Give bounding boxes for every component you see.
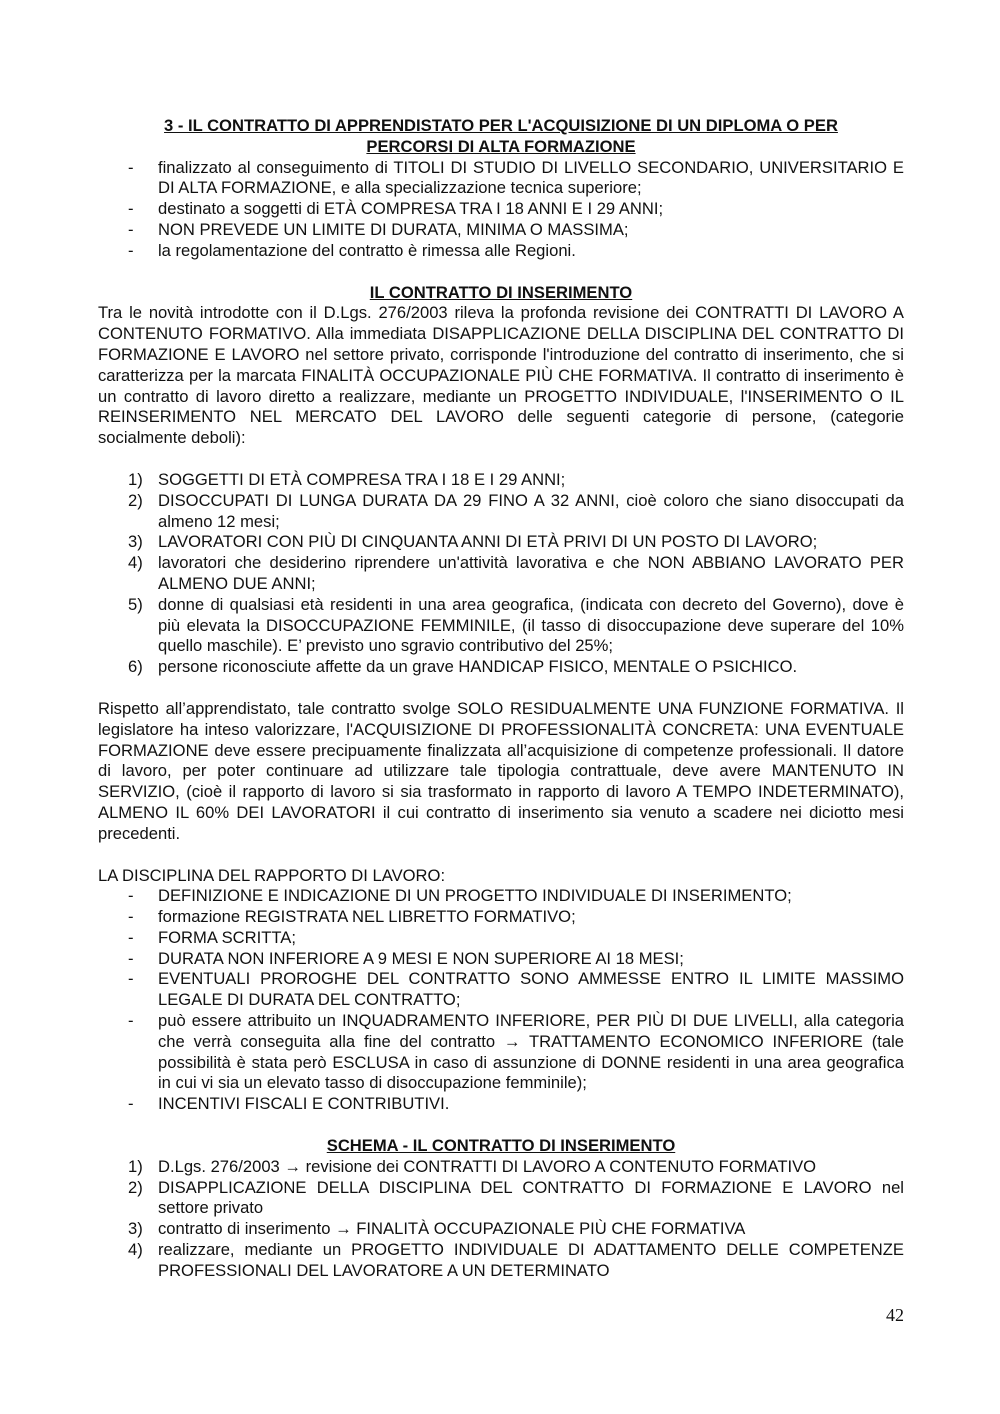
- apprendistato-paragraph: Rispetto all’apprendistato, tale contratto svolge SOLO RESIDUALMENTE UNA FUNZIONE FORMATIVA. Il legislatore ha inteso valorizzare, l'ACQUISIZIONE DI PROFESSIONALITÀ CONCRETA: UNA EVENTUALE FORMAZIONE deve essere precipuamente finalizzata all’acquisizione di competenze professionali. Il datore di lavoro, per poter continuare ad utilizzare tale tipologia contrattuale, deve avere MANTENUTO IN SERVIZIO, (cioè il rapporto di lavoro si sia trasformato in rapporto di lavoro A TEMPO INDETERMINATO), ALMENO IL 60% DEI LAVORATORI il cui contratto di inserimento sia venuto a scadere nei diciotto mesi precedenti.: [98, 698, 904, 843]
- intro-paragraph: Tra le novità introdotte con il D.Lgs. 276/2003 rileva la profonda revisione dei CONTRATTI DI LAVORO A CONTENUTO FORMATIVO. Alla immediata DISAPPLICAZIONE DELLA DISCIPLINA DEL CONTRATTO DI FORMAZIONE E LAVORO nel settore privato, corrisponde l'introduzione del contratto di inserimento, che si caratterizza per la marcata FINALITÀ OCCUPAZIONALE PIÙ CHE FORMATIVA. Il contratto di inserimento è un contratto di lavoro diretto a realizzare, mediante un PROGETTO INDIVIDUALE, l'INSERIMENTO O IL REINSERIMENTO NEL MERCATO DEL LAVORO delle seguenti categorie di persone, (categorie socialmente deboli):: [98, 303, 904, 448]
- page-number: 42: [886, 1305, 904, 1325]
- list-number: 4): [128, 1240, 143, 1260]
- list-number: 5): [128, 594, 143, 614]
- categories-list: [98, 470, 904, 678]
- list-item: [98, 491, 904, 533]
- list-item-text: FORMA SCRITTA;: [158, 927, 296, 947]
- list-number: 4): [128, 553, 143, 573]
- discipline-list: [98, 886, 904, 1115]
- list-item: [98, 1157, 904, 1178]
- dash-marker: -: [128, 240, 134, 260]
- list-item-text: DISOCCUPATI DI LUNGA DURATA DA 29 FINO A 32 ANNI, cioè coloro che siano disoccupati da almeno 12 mesi;: [158, 490, 904, 531]
- list-item: [98, 532, 904, 553]
- dash-marker: -: [128, 1011, 134, 1031]
- list-item-text: destinato a soggetti di ETÀ COMPRESA TRA I 18 ANNI E I 29 ANNI;: [158, 199, 664, 219]
- list-item: [98, 1240, 904, 1282]
- section-title-inserimento: IL CONTRATTO DI INSERIMENTO: [369, 282, 633, 302]
- discipline-heading: LA DISCIPLINA DEL RAPPORTO DI LAVORO:: [98, 865, 446, 885]
- dash-marker: -: [128, 969, 134, 989]
- list-item-text: donne di qualsiasi età residenti in una area geografica, (indicata con decreto del Governo), dove è più elevata la DISOCCUPAZIONE FEMMINILE, (il tasso di disoccupazione deve superare del 10% quello maschile). E’ previsto uno sgravio contributivo del 25%;: [158, 594, 904, 656]
- list-item-text: lavoratori che desiderino riprendere un'attività lavorativa e che NON ABBIANO LAVORATO PER ALMENO DUE ANNI;: [158, 553, 904, 593]
- document-page: [98, 116, 904, 1282]
- dash-marker: -: [128, 948, 134, 968]
- list-number: 6): [128, 657, 143, 677]
- dash-marker: -: [128, 886, 134, 906]
- list-item-text: può essere attribuito un INQUADRAMENTO INFERIORE, PER PIÙ DI DUE LIVELLI, alla categoria che verrà conseguita alla fine del contratto → TRATTAMENTO ECONOMICO INFERIORE (tale possibilità è stata però ESCLUSA in caso di assunzione di DONNE residenti in una area geografica in cui vi sia un elevato tasso di disoccupazione femminile);: [158, 1011, 904, 1093]
- list-item-text: persone riconosciute affette da un grave HANDICAP FISICO, MENTALE O PSICHICO.: [158, 657, 798, 677]
- list-number: 3): [128, 532, 143, 552]
- list-item: [98, 595, 904, 657]
- list-item-text: DISAPPLICAZIONE DELLA DISCIPLINA DEL CONTRATTO DI FORMAZIONE E LAVORO nel settore privato: [158, 1177, 904, 1218]
- schema-list: [98, 1157, 904, 1282]
- list-item-text: EVENTUALI PROROGHE DEL CONTRATTO SONO AMMESSE ENTRO IL LIMITE MASSIMO LEGALE DI DURATA DEL CONTRATTO;: [158, 969, 904, 1010]
- list-item: [98, 1094, 904, 1115]
- dash-marker: -: [128, 157, 134, 177]
- list-number: 1): [128, 469, 143, 489]
- list-item-text: D.Lgs. 276/2003 → revisione dei CONTRATTI DI LAVORO A CONTENUTO FORMATIVO: [158, 1156, 817, 1176]
- list-item: [98, 199, 904, 220]
- list-item: [98, 1178, 904, 1220]
- list-item: [98, 1219, 904, 1240]
- dash-marker: -: [128, 199, 134, 219]
- list-number: 1): [128, 1156, 143, 1176]
- list-number: 2): [128, 490, 143, 510]
- list-item: [98, 657, 904, 678]
- section-title-schema: SCHEMA - IL CONTRATTO DI INSERIMENTO: [326, 1136, 676, 1156]
- list-item-text: DURATA NON INFERIORE A 9 MESI E NON SUPERIORE AI 18 MESI;: [158, 948, 684, 968]
- list-item: [98, 158, 904, 200]
- dash-marker: -: [128, 219, 134, 239]
- title-line: 3 - IL CONTRATTO DI APPRENDISTATO PER L'ACQUISIZIONE DI UN DIPLOMA O PER: [164, 116, 838, 135]
- list-item-text: realizzare, mediante un PROGETTO INDIVIDUALE DI ADATTAMENTO DELLE COMPETENZE PROFESSIONALI DEL LAVORATORE A UN DETERMINATO: [158, 1240, 904, 1280]
- list-item: [98, 241, 904, 262]
- dash-marker: -: [128, 927, 134, 947]
- dash-marker: -: [128, 907, 134, 927]
- list-item-text: finalizzato al conseguimento di TITOLI DI STUDIO DI LIVELLO SECONDARIO, UNIVERSITARIO E DI ALTA FORMAZIONE, e alla specializzazione tecnica superiore;: [158, 157, 904, 198]
- list-item-text: LAVORATORI CON PIÙ DI CINQUANTA ANNI DI ETÀ PRIVI DI UN POSTO DI LAVORO;: [158, 532, 818, 552]
- list-item-text: DEFINIZIONE E INDICAZIONE DI UN PROGETTO INDIVIDUALE DI INSERIMENTO;: [158, 886, 792, 906]
- list-item: [98, 553, 904, 595]
- list-item: [98, 949, 904, 970]
- list-number: 3): [128, 1219, 143, 1239]
- dash-marker: -: [128, 1094, 134, 1114]
- list-number: 2): [128, 1177, 143, 1197]
- title-line: PERCORSI DI ALTA FORMAZIONE: [366, 136, 636, 156]
- list-item-text: NON PREVEDE UN LIMITE DI DURATA, MINIMA O MASSIMA;: [158, 219, 629, 239]
- list-item-text: la regolamentazione del contratto è rimessa alle Regioni.: [158, 240, 576, 260]
- list-item-text: INCENTIVI FISCALI E CONTRIBUTIVI.: [158, 1094, 450, 1114]
- list-item: [98, 470, 904, 491]
- list-item-text: SOGGETTI DI ETÀ COMPRESA TRA I 18 E I 29 ANNI;: [158, 469, 566, 489]
- list-item: [98, 220, 904, 241]
- list-item: [98, 928, 904, 949]
- section-title-apprendistato: [98, 116, 904, 158]
- list-item: [98, 886, 904, 907]
- list-item-text: contratto di inserimento → FINALITÀ OCCUPAZIONALE PIÙ CHE FORMATIVA: [158, 1219, 746, 1239]
- list-item: [98, 907, 904, 928]
- list-item: [98, 1011, 904, 1094]
- list-item: [98, 969, 904, 1011]
- list-item-text: formazione REGISTRATA NEL LIBRETTO FORMATIVO;: [158, 907, 576, 927]
- apprendistato-list: [98, 158, 904, 262]
